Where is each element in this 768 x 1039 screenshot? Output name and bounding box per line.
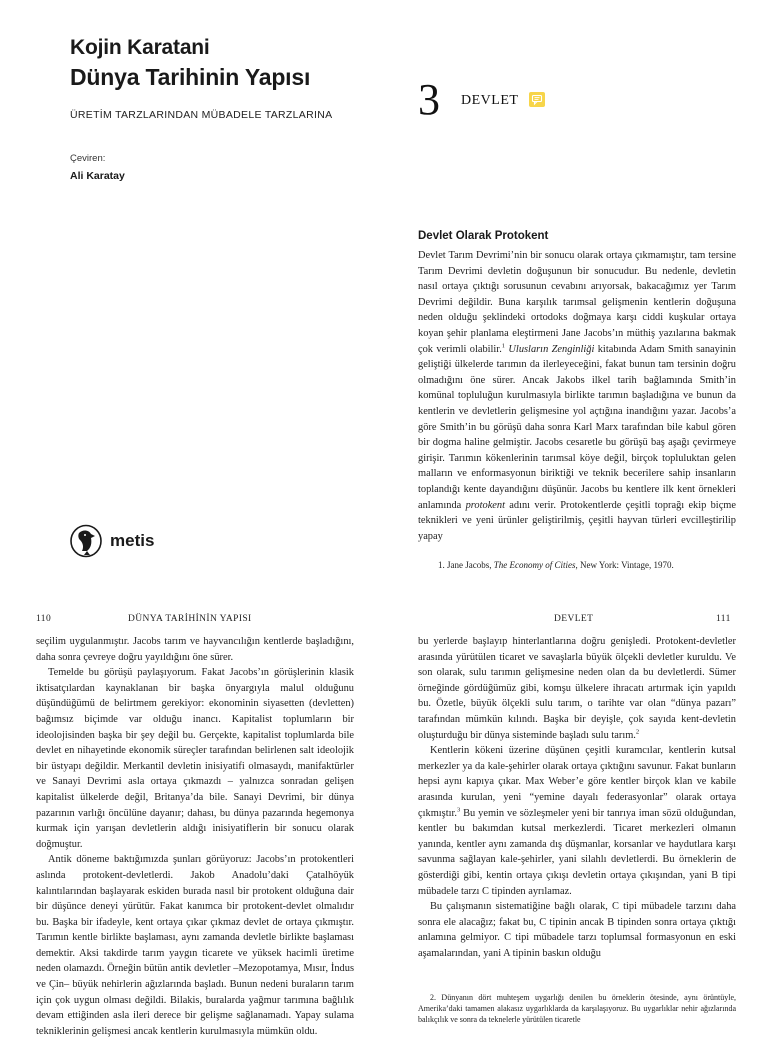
running-header-left: DÜNYA TARİHİNİN YAPISI — [128, 614, 252, 624]
running-header-right: DEVLET — [554, 614, 594, 624]
paragraph: Antik döneme baktığımızda şunları görüyoruz: Jacobs’ın protokentleri aslında protokent-devletlerdi. Jakob Anadolu’daki Çatalhöyük kalıntılarından başlayarak eskiden burada nasıl bir protokent olduğuna dair bir düşünce deneyi yürütür. Fakat kanımca bir protokent-devlet olmalıdır bu. Başka bir ifadeyle, kent ortaya çıkar çıkmaz devlet de ortaya çıkmıştır. Tarımın kentle birlikte başlaması, aynı zamanda devletle birlikte başlaması demektir. Aksi takdirde tarım yaygın ticarete ve yüksek hacimli üretime neden olamazdı. Örneğin bütün antik devletler –Mezopotamya, Mısır, İndus ve Çin– büyük nehirlerin ağızlarında başladı. Bunun nedeni buraların tarım için çok uygun olması değildi. Bilakis, buralarda yağmur tarımına bağlılık devam ettiğinden asla ileri derece bir gelişme sağlanamadı. Yapay sulama tekniklerinin gelişmesi ancak kentlerin kurulmasıyla mümkün oldu. — [36, 854, 354, 1037]
footnote-2: 2. Dünyanın dört muhteşem uygarlığı denilen bu örneklerin ötesinde, aynı örüntüyle, Amerika’daki tamamen alakasız uygarlıklarda da karşılaşıyoruz. Bu uygarlıklar nehir ağızlarında balıkçılık ve sonra da teknelerle yürütülen ticaretle — [418, 993, 736, 1024]
paragraph: Bu çalışmanın sistematiğine bağlı olarak, C tipi mübadele tarzını daha sonra ele alacağız; fakat bu, C tipinin ancak B tipinden sonra ortaya çıktığı anlamına gelmiyor. C tipi mübadele tarzı toplumsal formasyonun en eski aşamalarından, yani A tipinin baskın olduğu — [418, 901, 736, 959]
italic-term: protokent — [465, 499, 505, 511]
publisher-name: metis — [110, 531, 155, 550]
body-column-top-right — [418, 248, 736, 544]
page-number-left: 110 — [36, 614, 52, 624]
translator-name: Ali Karatay — [70, 170, 125, 182]
footnote-ref: 3 — [456, 806, 461, 814]
body-column-bottom-right — [418, 634, 736, 961]
footnote-1: 1. Jane Jacobs, The Economy of Cities, New York: Vintage, 1970. — [438, 560, 674, 570]
paragraph: Devlet Tarım Devrimi’nin bir sonucu olarak ortaya çıkmamıştır, tam tersine Tarım Devrimi devletin doğuşunun bir sonucudur. Bu nedenle, devletin nasıl ortaya çıktığı sorusunun cevabını arıyorsak, bakacağımız yer Tarım Devrimi değildir. Buna karşılık tarımsal gelişmenin kentlerin doğuşuna neden olduğu şeklindeki ortodoks doğmaya karşı ciddi kuşkular ortaya koyan şehir planlama eleştirmeni Jane Jacobs’ın müthiş yazılarına bakmak çok verimli olabilir.$^1$ Ulusların Zenginliği kitabında Adam Smith sanayinin geliştiği ülkelerde tarımın da ilerleyeceğini, fakat bunun tam tersinin doğru olmadığını öne sürer. Ancak Jakobs ilkel tarih bağlamında Smith’in komünal topluluğun kurulmasıyla birlikte tarımın başladığına ve bunun da kentlerin ve devletlerin gelişmesine yol açtığına inandığını yazar. Jacobs’a göre Smith’in bu görüşü daha sonra Karl Marx tarafından bile kabul gören bir dogma haline gelmiştir. Jacobs cesaretle bu görüşü baş aşağı çevirmeye girişir. Tarımın kökenlerinin tarımsal köye değil, birçok topluluktan gelen malların ve enformasyonun biriktiği ve teknik becerilere sahip insanların toplandığı kente dayandığını düşünür. Jacobs bu kentlere ilk kent örnekleri anlamında protokent adını verir. Protokentlerde çeşitli toprağı ekip biçme teknikleri ve yeni ürünler geliştirilmiş, çeşitli hayvan türleri evcilleştirilip yapay — [418, 250, 736, 542]
comment-icon[interactable] — [529, 92, 545, 107]
author-name: Kojin Karatani — [70, 36, 210, 59]
section-heading: Devlet Olarak Protokent — [418, 230, 549, 242]
book-title: Dünya Tarihinin Yapısı — [70, 64, 311, 90]
chapter-title: DEVLET — [461, 93, 519, 108]
page-number-right: 111 — [716, 614, 731, 624]
body-column-bottom-left — [36, 634, 354, 1037]
paragraph: Kentlerin kökeni üzerine düşünen çeşitli kuramcılar, kentlerin kutsal merkezler ya da kale-şehirler olarak ortaya çıktığını savunur. Fakat bunların hepsi aynı kapıya çıkar. Max Weber’e göre kentler birçok klan ve kabile arasında kurulan, yeni “yemine dayalı federasyonlar” olarak ortaya çıkmıştır.$^3$ Bu yemin ve sözleşmeler yeni bir tanrıya iman sözü olduğundan, kentler bu bakımdan kutsal merkezlerdi. Ticaret merkezleri olmanın yanında, kentler aynı zamanda dış düşmanlar, korsanlar ve haydutlara karşı savunma sağlayan kale-şehirler, yani silahlı devletlerdi. Bu örneklerin de gösterdiği gibi, kentin ortaya çıkışı devletin ortaya çıkışından, yani B tipi mübadele tarzı C tipinden ayrılamaz. — [418, 745, 736, 897]
publisher-logo — [70, 524, 154, 558]
footnote-ref: 1 — [501, 342, 506, 350]
paragraph: Temelde bu görüşü paylaşıyorum. Fakat Jacobs’ın görüşlerinin klasik iktisatçılardan kaynaklanan bir başka önyargıyla malul olduğunu düşündüğümü de belirtmem gerekiyor: ekonominin siyasetten (devletten) bağımsız biçimde var olduğu inancı. Kapitalist toplumların bir ideolojisinden başka bir şey değil bu. Gerçekte, kapitalist toplumlarda bile devlet en nihayetinde ekonomik süreçler tarafından belirlenen salt ideolojik bir üstyapı değildir. Merkantil devletin inisiyatifi olmasaydı, manifaktürler ve Sanayi Devrimi asla ortaya çıkmazdı – yalnızca sonradan gelişen kapitalist ülkelerde değil, Britanya’da bile. Sanayi Devrimi, bir dünya pazarının varlığı öncülüne dayanır; dahası, bu dünya pazarında hegemonya kurmak için yarışan devletlerin aldığı inisiyatiflerin bir sonucu olarak doğmuştur. — [36, 667, 354, 850]
penguin-logo-icon — [70, 524, 106, 558]
book-subtitle: ÜRETİM TARZLARINDAN MÜBADELE TARZLARINA — [70, 109, 333, 121]
translator-label: Çeviren: — [70, 153, 106, 164]
italic-book-title: Ulusların Zenginliği — [508, 343, 595, 355]
paragraph: seçilim uygulanmıştır. Jacobs tarım ve hayvancılığın kentlerde başladığını, daha sonra çevreye doğru yayıldığını öne sürer. — [36, 636, 354, 663]
footnote-ref: 2 — [635, 728, 640, 736]
paragraph: bu yerlerde başlayıp hinterlantlarına doğru genişledi. Protokent-devletler arasında yürütülen ticaret ve savaşlarla büyük ölçekli devletler kuruldu. Ve son olarak, sulu tarımın gelişmesine neden olan da bu devletlerdi. Sümer örneğinde gördüğümüz gibi, komşu ülkelere ihracatı artırmak için yapıldı bu. Özetle, büyük ölçekli sulu tarım, o tarihte var olan “dünya pazarı” tarafından mümkün kılındı. Başka bir deyişle, çok sayıda kent-devletin oluşturduğu bir dünya sisteminde başladı sulu tarım.$^2$ — [418, 636, 736, 741]
chapter-number: 3 — [418, 75, 440, 124]
